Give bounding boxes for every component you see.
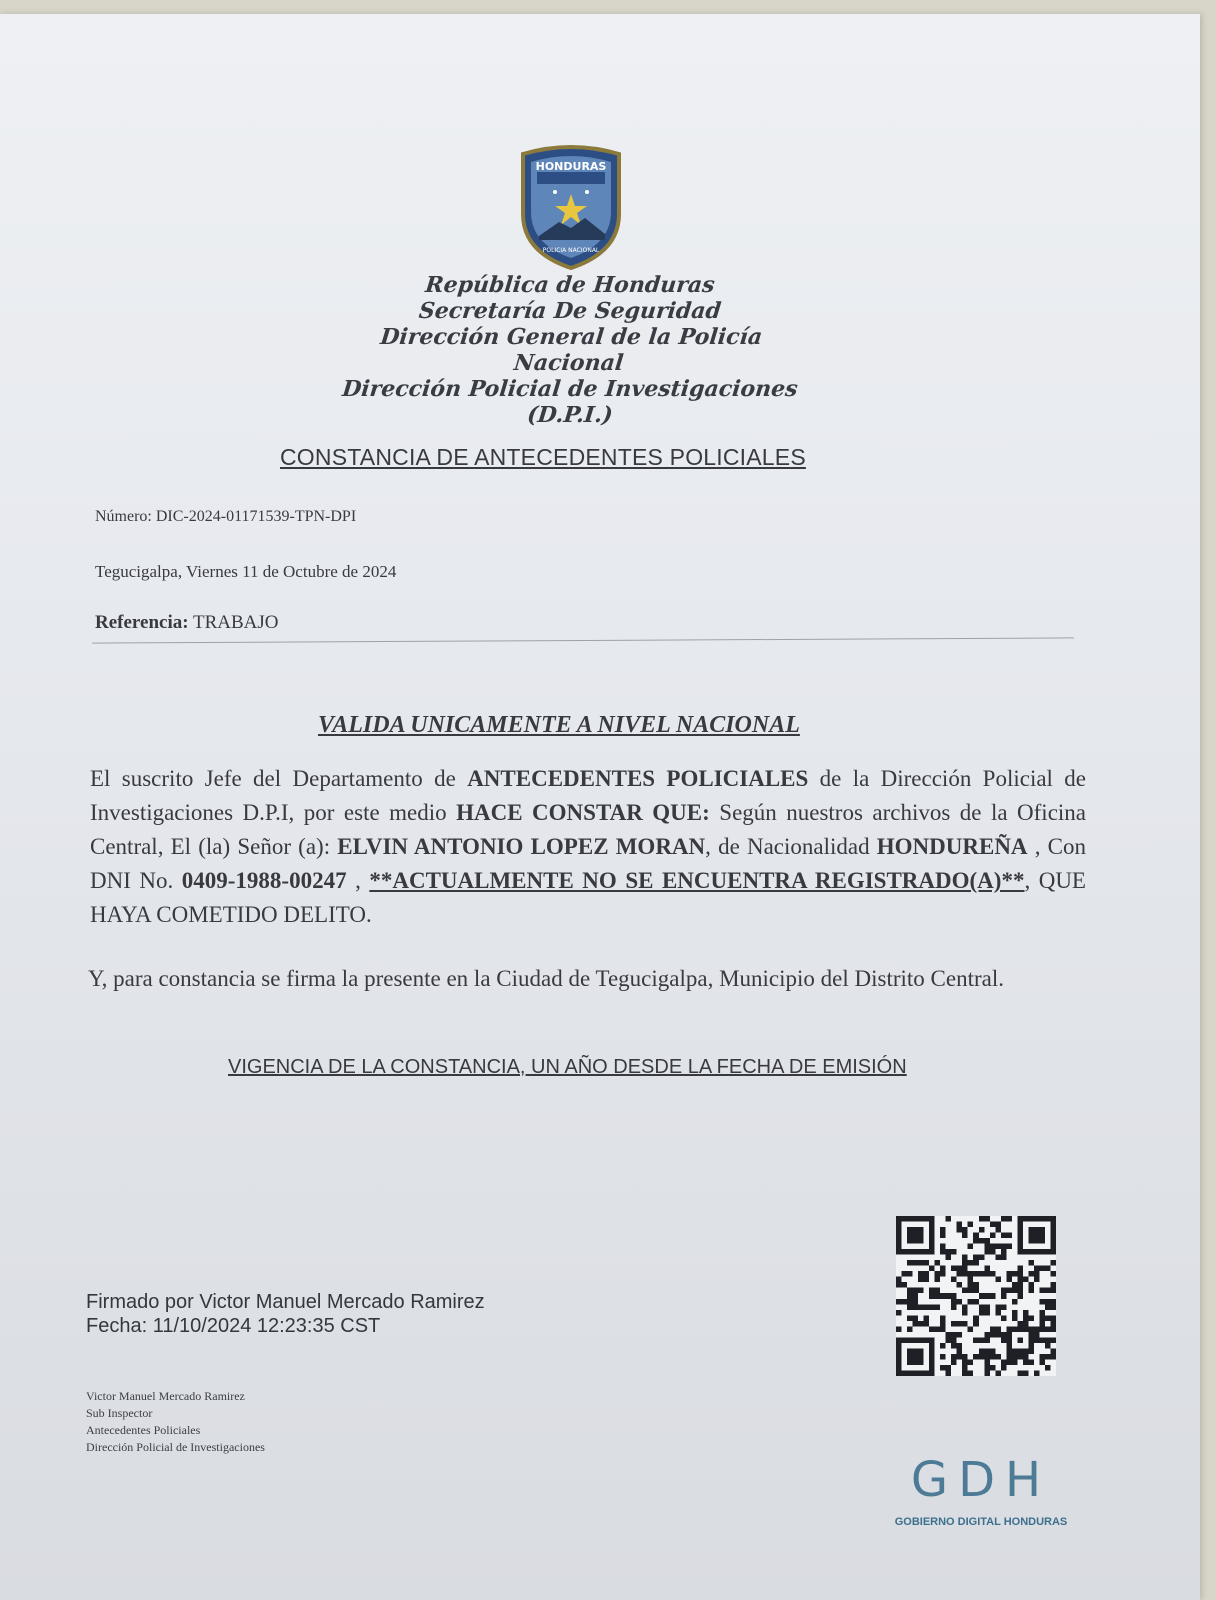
document-page [0, 14, 1200, 1600]
officer-division: Dirección Policial de Investigaciones [86, 1440, 265, 1454]
heading-line-republic: República de Honduras [424, 272, 716, 298]
officer-rank: Sub Inspector [86, 1406, 153, 1420]
body-text-segment: , QUE HAYA COMETIDO DELITO. [90, 868, 1086, 927]
signed-by: Firmado por Victor Manuel Mercado Ramirez [86, 1291, 485, 1313]
svg-text:HONDURAS: HONDURAS [535, 160, 607, 173]
record-status: **ACTUALMENTE NO SE ENCUENTRA REGISTRADO(A)** [369, 868, 1025, 893]
officer-block [86, 1388, 265, 1456]
body-text-segment: El suscrito Jefe del Departamento de [90, 766, 468, 791]
closing-paragraph: Y, para constancia se firma la presente en la Ciudad de Tegucigalpa, Municipio del Distrito Central. [88, 966, 1004, 991]
gdh-mark: GDH [910, 1452, 1052, 1508]
qr-code[interactable] [896, 1216, 1056, 1376]
department-name: ANTECEDENTES POLICIALES [467, 766, 809, 791]
body-text-segment: , Con DNI No. [90, 834, 1086, 893]
gdh-caption: GOBIERNO DIGITAL HONDURAS [894, 1516, 1068, 1528]
issuer-heading [330, 272, 810, 428]
number-label: Número: [95, 508, 152, 525]
body-text-segment: , [346, 868, 370, 893]
heading-line-abbrev: (D.P.I.) [525, 402, 615, 428]
heading-line-direccion-general: Dirección General de la Policía Nacional [379, 324, 764, 376]
body-text-segment: de la Dirección Policial de Investigaciones D.P.I, por este medio [90, 766, 1086, 825]
place-date: Tegucigalpa, Viernes 11 de Octubre de 2024 [95, 562, 397, 581]
certify-phrase: HACE CONSTAR QUE: [456, 800, 710, 825]
officer-name: Victor Manuel Mercado Ramirez [86, 1389, 245, 1403]
dni-number: 0409-1988-00247 [181, 868, 347, 893]
reference [95, 612, 278, 634]
gdh-logo [886, 1452, 1076, 1544]
reference-value: TRABAJO [192, 612, 279, 633]
officer-department: Antecedentes Policiales [86, 1423, 201, 1437]
validity-period-notice: VIGENCIA DE LA CONSTANCIA, UN AÑO DESDE LA FECHA DE EMISIÓN [228, 1056, 907, 1078]
validity-notice: VALIDA UNICAMENTE A NIVEL NACIONAL [318, 712, 800, 738]
police-crest-logo [515, 144, 627, 270]
person-name: ELVIN ANTONIO LOPEZ MORAN [337, 834, 706, 859]
divider-line [92, 637, 1074, 643]
signature-date: Fecha: 11/10/2024 12:23:35 CST [86, 1315, 381, 1337]
document-number [95, 508, 356, 526]
nationality: HONDUREÑA [876, 834, 1028, 859]
certificate-body [90, 762, 1086, 932]
document-title: CONSTANCIA DE ANTECEDENTES POLICIALES [280, 444, 806, 470]
heading-line-dpi: Dirección Policial de Investigaciones [340, 376, 800, 402]
heading-line-secretaria: Secretaría De Seguridad [417, 298, 723, 324]
body-text-segment: , de Nacionalidad [705, 834, 877, 859]
digital-signature [86, 1290, 485, 1338]
body-text-segment: Según nuestros archivos de la Oficina Central, El (la) Señor (a): [90, 800, 1087, 859]
number-value: DIC-2024-01171539-TPN-DPI [155, 508, 357, 525]
svg-text:POLICIA NACIONAL: POLICIA NACIONAL [542, 247, 600, 254]
reference-label: Referencia: [95, 612, 189, 633]
